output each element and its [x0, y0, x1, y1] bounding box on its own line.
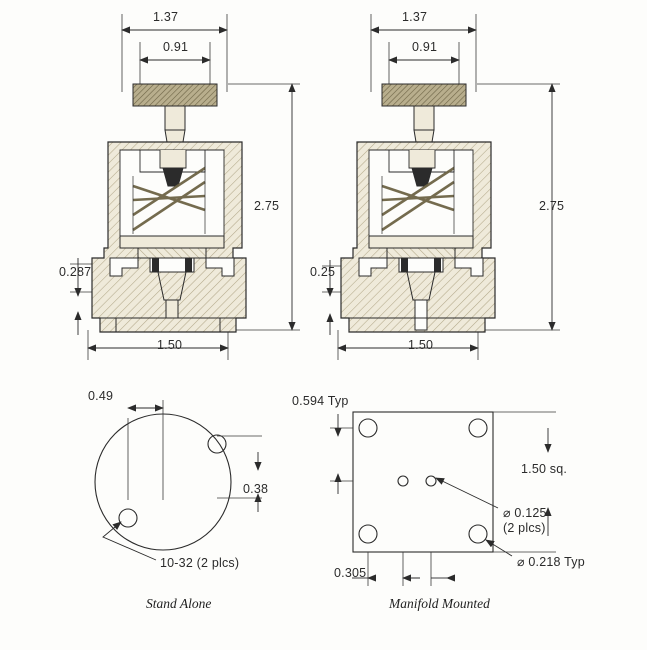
caption-manifold-mounted: Manifold Mounted [389, 596, 490, 611]
dim-sa-overall-height: 2.75 [254, 199, 280, 213]
note-mm-small-hole-qty: (2 plcs) [503, 521, 546, 535]
dim-sa-hole-offset-x: 0.49 [88, 389, 114, 403]
dim-sa-hole-offset-y: 0.38 [243, 482, 269, 496]
stand-alone-bottom-view-geometry [95, 400, 262, 560]
dim-sa-top-width: 1.37 [153, 10, 179, 24]
dim-mm-top-width: 1.37 [402, 10, 428, 24]
dim-mm-knob-width: 0.91 [412, 40, 438, 54]
dim-mm-square: 1.50 sq. [521, 462, 568, 476]
dim-sa-base-width: 1.50 [157, 338, 183, 352]
dim-sa-base-offset: 0.287 [59, 265, 92, 279]
caption-stand-alone: Stand Alone [146, 596, 212, 611]
dim-mm-overall-height: 2.75 [539, 199, 565, 213]
dim-mm-port-offset: 0.305 [334, 566, 367, 580]
note-mm-large-hole-dia: ⌀ 0.218 Typ [517, 555, 585, 569]
note-mm-small-hole-dia: ⌀ 0.125 [503, 506, 547, 520]
note-sa-thread: 10-32 (2 plcs) [160, 556, 240, 570]
stand-alone-section-geometry [70, 14, 300, 360]
dim-mm-base-width: 1.50 [408, 338, 434, 352]
dim-mm-row-spacing: 0.594 Typ [292, 394, 349, 408]
manifold-section-geometry [322, 14, 560, 360]
dim-mm-base-offset: 0.25 [310, 265, 336, 279]
dim-sa-knob-width: 0.91 [163, 40, 189, 54]
